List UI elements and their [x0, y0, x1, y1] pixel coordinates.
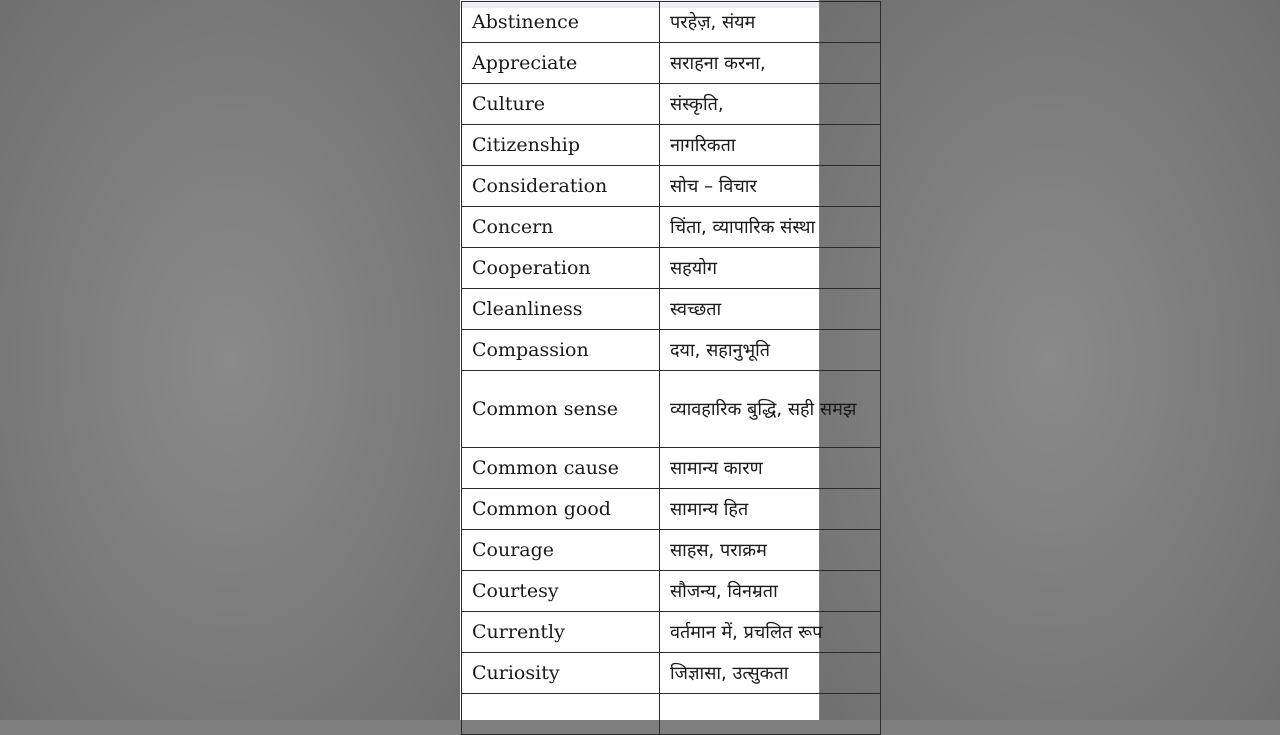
- english-word: Courtesy: [462, 571, 660, 612]
- table-row: [462, 448, 881, 489]
- english-word: Cleanliness: [462, 289, 660, 330]
- english-word: Common sense: [462, 371, 660, 448]
- hindi-meaning: जिज्ञासा, उत्सुकता: [660, 653, 881, 694]
- hindi-meaning: व्यावहारिक बुद्धि, सही समझ: [660, 371, 881, 448]
- hindi-meaning: चिंता, व्यापारिक संस्था: [660, 207, 881, 248]
- table-row: [462, 43, 881, 84]
- hindi-meaning: सामान्य हित: [660, 489, 881, 530]
- english-word: Courage: [462, 530, 660, 571]
- hindi-meaning-cut-off: [660, 694, 881, 735]
- vocabulary-document: [460, 0, 857, 720]
- english-word: Common good: [462, 489, 660, 530]
- table-row: [462, 289, 881, 330]
- english-word: Curiosity: [462, 653, 660, 694]
- table-row: [462, 84, 881, 125]
- hindi-meaning: दया, सहानुभूति: [660, 330, 881, 371]
- table-row: [462, 653, 881, 694]
- english-word: Culture: [462, 84, 660, 125]
- english-word: Appreciate: [462, 43, 660, 84]
- hindi-meaning: संस्कृति,: [660, 84, 881, 125]
- table-row: [462, 166, 881, 207]
- english-word: Cooperation: [462, 248, 660, 289]
- table-row: [462, 612, 881, 653]
- table-row: [462, 371, 881, 448]
- hindi-meaning: परहेज़, संयम: [660, 2, 881, 43]
- english-word: Abstinence: [462, 2, 660, 43]
- hindi-meaning: सामान्य कारण: [660, 448, 881, 489]
- hindi-meaning: सहयोग: [660, 248, 881, 289]
- english-word: Compassion: [462, 330, 660, 371]
- english-word: Consideration: [462, 166, 660, 207]
- english-word: Concern: [462, 207, 660, 248]
- table-row: [462, 571, 881, 612]
- table-row: [462, 207, 881, 248]
- table-row: [462, 489, 881, 530]
- hindi-meaning: स्वच्छता: [660, 289, 881, 330]
- table-row: [462, 2, 881, 43]
- hindi-meaning: सोच – विचार: [660, 166, 881, 207]
- hindi-meaning: नागरिकता: [660, 125, 881, 166]
- blurred-background-left: [0, 0, 460, 720]
- table-row: [462, 530, 881, 571]
- english-word: Common cause: [462, 448, 660, 489]
- english-word-cut-off: [462, 694, 660, 735]
- english-word: Citizenship: [462, 125, 660, 166]
- english-word: Currently: [462, 612, 660, 653]
- hindi-meaning: वर्तमान में, प्रचलित रूप: [660, 612, 881, 653]
- table-row-partial: [462, 694, 881, 735]
- blurred-background-right: [820, 0, 1280, 720]
- hindi-meaning: सौजन्य, विनम्रता: [660, 571, 881, 612]
- table-row: [462, 248, 881, 289]
- table-row: [462, 330, 881, 371]
- vocabulary-table: [461, 1, 881, 735]
- hindi-meaning: साहस, पराक्रम: [660, 530, 881, 571]
- hindi-meaning: सराहना करना,: [660, 43, 881, 84]
- table-row: [462, 125, 881, 166]
